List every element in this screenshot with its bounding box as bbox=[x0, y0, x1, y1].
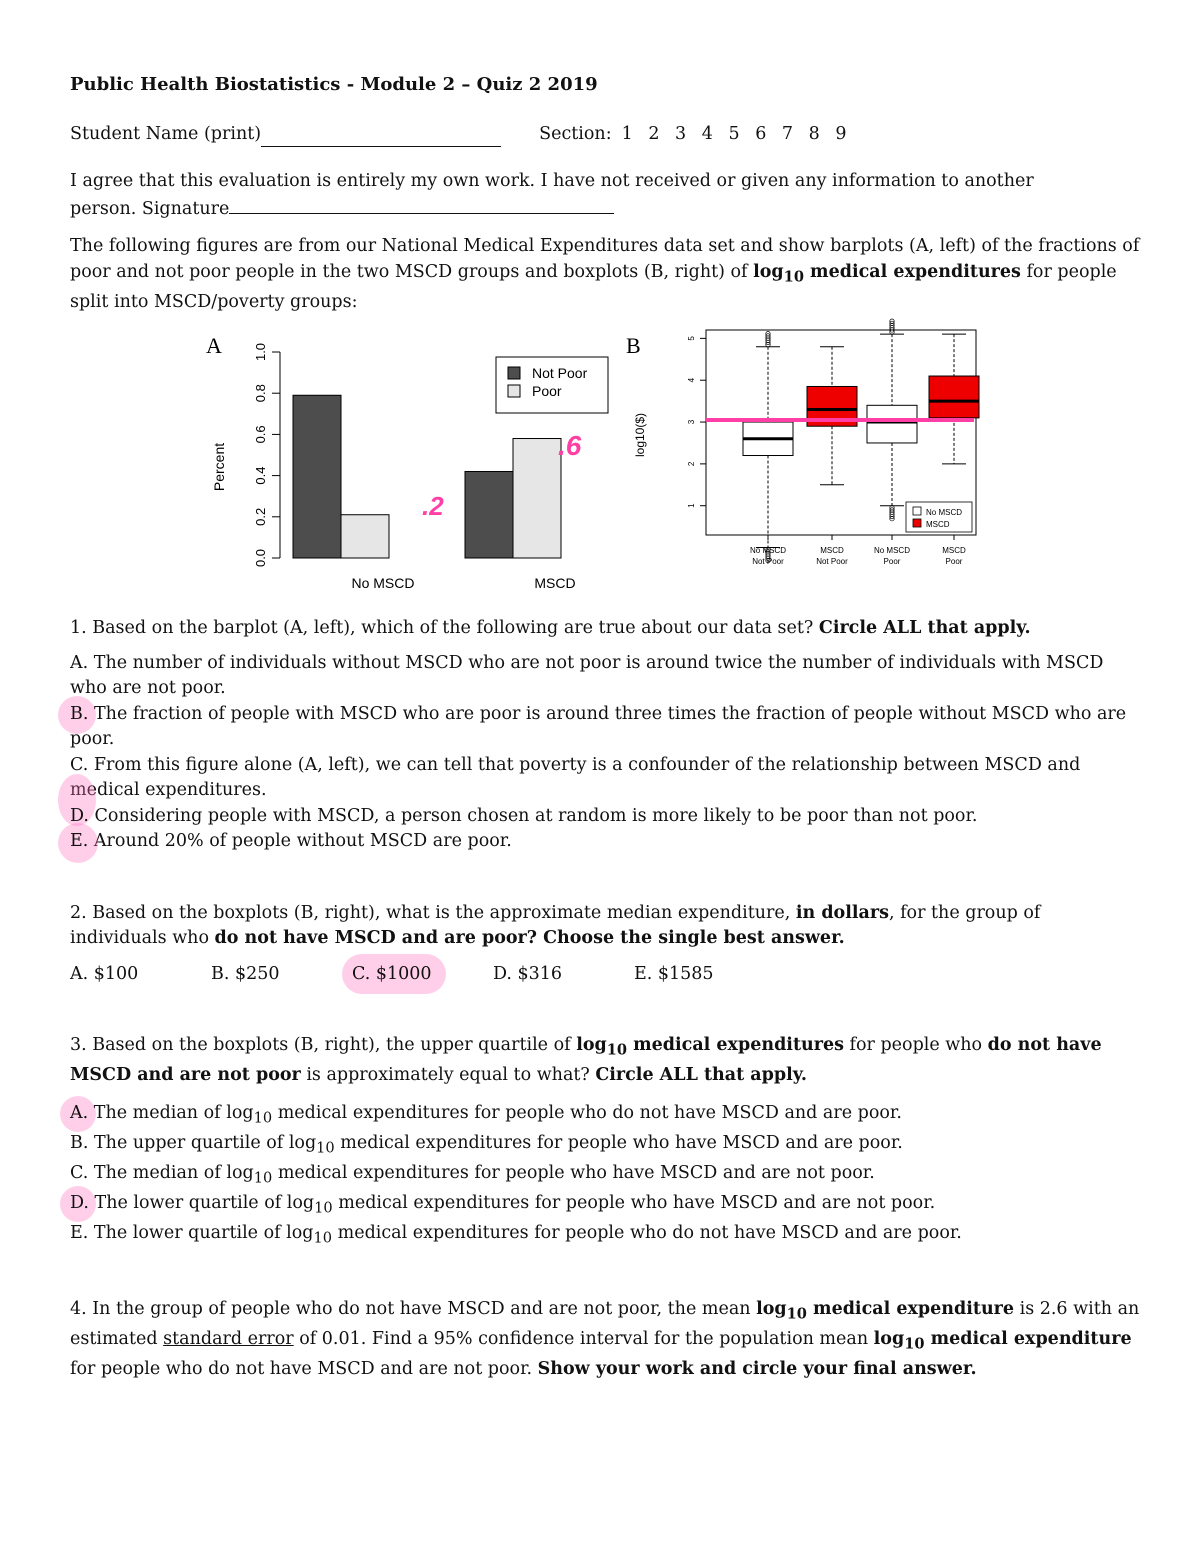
y-tick-label: 0.0 bbox=[253, 548, 268, 568]
option-letter[interactable]: C. bbox=[70, 1162, 89, 1183]
section-numbers bbox=[612, 122, 847, 148]
q1-option-c[interactable] bbox=[70, 753, 1140, 804]
option-sub: 10 bbox=[314, 1199, 333, 1216]
option-text: The median of log bbox=[88, 1102, 254, 1123]
option-text: From this figure alone (A, left), we can tell that poverty is a confounder of the relationship between MSCD and medical expenditures. bbox=[70, 754, 1081, 800]
student-name-blank[interactable] bbox=[261, 128, 501, 147]
q4-text: for people who do not have MSCD and are not poor. bbox=[70, 1358, 538, 1379]
intro-bold-expenditures: medical expenditures bbox=[803, 261, 1021, 282]
x-tick-label: MSCD bbox=[534, 575, 576, 591]
q2-bold: do not have MSCD and are poor? Choose the single best answer. bbox=[214, 928, 845, 948]
option-sub: 10 bbox=[253, 1169, 273, 1186]
q1-option-a[interactable] bbox=[70, 651, 1140, 702]
option-text: The number of individuals without MSCD who are not poor is around twice the number of individuals with MSCD who are not poor. bbox=[70, 652, 1104, 698]
q4-sub: 10 bbox=[786, 1305, 807, 1322]
option-letter: A. bbox=[70, 1102, 89, 1123]
q4-sub: 10 bbox=[904, 1335, 925, 1352]
option-sub: 10 bbox=[316, 1139, 335, 1156]
handwritten-annotation: .2 bbox=[422, 491, 444, 521]
y-tick-label: 1 bbox=[687, 503, 696, 508]
quiz-title: Public Health Biostatistics - Module 2 – Quiz 2 2019 bbox=[70, 74, 598, 95]
bar-not-poor bbox=[465, 471, 513, 558]
q1-option-d[interactable] bbox=[70, 804, 1140, 830]
signature-blank[interactable] bbox=[229, 195, 614, 214]
x-tick-label: MSCD bbox=[942, 546, 966, 555]
option-text: The upper quartile of log bbox=[88, 1132, 317, 1153]
x-tick-label: Poor bbox=[945, 557, 963, 566]
q4-bold: log bbox=[756, 1298, 787, 1319]
q3-text: for people who bbox=[843, 1035, 988, 1055]
legend-label: Not Poor bbox=[532, 365, 588, 381]
bar-poor bbox=[341, 515, 389, 558]
q4-bold: medical expenditure bbox=[924, 1328, 1132, 1349]
y-tick-label: 3 bbox=[687, 419, 696, 425]
bar-not-poor bbox=[293, 395, 341, 558]
intro-text: The following figures are from our National Medical Expenditures data set and show barplots (A, left) of the fractions of poor and not poor people in the two MSCD groups and boxplots (B, right) of bbox=[70, 236, 1140, 282]
section-label: Section: bbox=[539, 123, 612, 144]
option-text: medical expenditures for people who do not have MSCD and are poor. bbox=[332, 1222, 962, 1243]
y-tick-label: 4 bbox=[687, 377, 696, 383]
option-letter[interactable]: A. bbox=[70, 652, 89, 673]
option-letter-circled[interactable] bbox=[70, 702, 88, 728]
q4-bold: Show your work and circle your final answer. bbox=[537, 1358, 977, 1379]
y-ticks bbox=[253, 343, 280, 567]
q3-option-c[interactable] bbox=[70, 1161, 1140, 1191]
option-letter[interactable]: C. bbox=[70, 754, 89, 775]
panel-label-b: B bbox=[626, 333, 641, 358]
q3-bold: medical expenditures bbox=[627, 1035, 844, 1055]
option-letter-circled[interactable] bbox=[70, 1191, 89, 1217]
option-text: Around 20% of people without MSCD are poor. bbox=[88, 831, 512, 851]
y-tick-label: 0.8 bbox=[253, 384, 268, 403]
y-tick-label: 5 bbox=[687, 336, 696, 341]
q4-text: of 0.01. Find a 95% confidence interval for the population mean bbox=[293, 1328, 874, 1349]
q4-underline: standard error bbox=[163, 1328, 294, 1349]
q3-bold: Circle ALL that apply. bbox=[595, 1065, 807, 1085]
legend-swatch bbox=[508, 385, 520, 397]
q3-prompt bbox=[70, 1033, 1140, 1089]
legend-label: No MSCD bbox=[926, 508, 963, 517]
legend-label: Poor bbox=[532, 383, 562, 399]
barplot-a-overlay bbox=[490, 345, 620, 465]
y-axis-label: Percent bbox=[211, 442, 227, 492]
q3-option-b[interactable] bbox=[70, 1131, 1140, 1161]
q2-answer-a[interactable]: A. $100 bbox=[70, 963, 139, 984]
honor-statement bbox=[70, 169, 1140, 222]
q1-prompt bbox=[70, 616, 1140, 642]
x-labels bbox=[351, 575, 575, 591]
option-letter-circled[interactable] bbox=[70, 829, 88, 855]
x-tick-label: MSCD bbox=[820, 546, 844, 555]
q2-answers bbox=[70, 962, 1140, 988]
section-number[interactable]: 7 bbox=[781, 123, 794, 144]
y-tick-label: 0.2 bbox=[253, 507, 268, 526]
signature-label: person. Signature bbox=[70, 198, 230, 219]
q4-text: 4. In the group of people who do not have MSCD and are not poor, the mean bbox=[70, 1298, 757, 1319]
option-letter: E. bbox=[70, 831, 89, 851]
x-tick-label: No MSCD bbox=[351, 575, 415, 591]
section-number[interactable]: 3 bbox=[675, 123, 687, 144]
q2-text: , for the group of individuals who bbox=[70, 902, 1041, 948]
figures-area bbox=[70, 325, 1140, 607]
figure-intro bbox=[70, 234, 1140, 315]
intro-bold-log: log bbox=[753, 261, 784, 282]
boxplot-b bbox=[620, 325, 1040, 585]
panel-label-a: A bbox=[206, 333, 222, 358]
option-letter: D. bbox=[70, 805, 89, 826]
q2-text: 2. Based on the boxplots (B, right), what is the approximate median expenditure, bbox=[70, 902, 796, 923]
option-text: The lower quartile of log bbox=[88, 1222, 314, 1243]
option-text: The fraction of people with MSCD who are poor is around three times the fraction of people without MSCD who are poor. bbox=[70, 703, 1127, 749]
q4-prompt bbox=[70, 1297, 1140, 1383]
section-number[interactable]: 2 bbox=[648, 123, 660, 144]
section-number[interactable]: 4 bbox=[701, 123, 713, 144]
q3-text: 3. Based on the boxplots (B, right), the upper quartile of bbox=[70, 1035, 577, 1055]
q1-options bbox=[70, 651, 1140, 855]
q3-text: is approximately equal to what? bbox=[300, 1065, 596, 1085]
student-info-row bbox=[70, 122, 1140, 148]
option-text: Considering people with MSCD, a person chosen at random is more likely to be poor than not poor. bbox=[88, 805, 978, 826]
option-text: medical expenditures for people who have MSCD and are not poor. bbox=[272, 1162, 875, 1183]
q1-option-e[interactable] bbox=[70, 829, 1140, 855]
q3-option-d[interactable] bbox=[70, 1191, 1140, 1221]
intro-text-end: for people split into MSCD/poverty groups: bbox=[70, 261, 1117, 312]
handwritten-annotation: .6 bbox=[558, 430, 582, 461]
section-number[interactable]: 8 bbox=[808, 123, 820, 144]
legend bbox=[906, 502, 972, 532]
q2-answer-e[interactable]: E. $1585 bbox=[634, 963, 714, 984]
section-number[interactable]: 9 bbox=[835, 123, 847, 144]
q1-prompt-text: 1. Based on the barplot (A, left), which of the following are true about our data set? bbox=[70, 618, 819, 638]
option-text: medical expenditures for people who have MSCD and are not poor. bbox=[332, 1192, 936, 1213]
q3-bold: do not have MSCD and are not poor bbox=[70, 1035, 1102, 1085]
box bbox=[929, 376, 979, 418]
option-letter[interactable]: E. bbox=[70, 1222, 89, 1243]
q3-sub: 10 bbox=[606, 1041, 628, 1059]
section-number[interactable]: 5 bbox=[728, 123, 740, 144]
q4-bold: log bbox=[873, 1328, 905, 1349]
x-tick-label: Not Poor bbox=[752, 557, 784, 566]
q4-bold: medical expenditure bbox=[806, 1298, 1015, 1319]
section-number[interactable]: 6 bbox=[755, 123, 767, 144]
q1-option-b[interactable] bbox=[70, 702, 1140, 753]
y-tick-label: 0.6 bbox=[253, 425, 268, 444]
q2-answer-c-circled[interactable] bbox=[352, 962, 493, 988]
option-text: medical expenditures for people who do not have MSCD and are poor. bbox=[272, 1102, 902, 1123]
q2-answer-c: C. $1000 bbox=[352, 963, 432, 984]
option-letter-circled[interactable] bbox=[70, 1101, 88, 1127]
honor-line-1: I agree that this evaluation is entirely my own work. I have not received or given any information to another bbox=[70, 171, 1034, 191]
q1-prompt-bold: Circle ALL that apply. bbox=[818, 618, 1031, 638]
x-labels bbox=[750, 535, 966, 566]
y-ticks bbox=[687, 336, 706, 508]
quiz-page bbox=[70, 70, 1140, 1382]
q2-bold: in dollars bbox=[795, 902, 889, 923]
legend-label: MSCD bbox=[926, 520, 950, 529]
x-tick-label: No MSCD bbox=[873, 546, 911, 555]
q3-options bbox=[70, 1101, 1140, 1251]
legend-swatch bbox=[913, 519, 921, 527]
y-tick-label: 0.4 bbox=[253, 466, 268, 485]
option-letter: D. bbox=[70, 1192, 89, 1213]
legend-swatch bbox=[913, 507, 921, 515]
x-tick-label: Not Poor bbox=[816, 557, 848, 566]
honor-line-2 bbox=[70, 195, 1140, 223]
option-letter[interactable]: B. bbox=[70, 1132, 89, 1153]
q3-option-a[interactable] bbox=[70, 1101, 1140, 1131]
student-name-label: Student Name (print) bbox=[70, 123, 262, 144]
q2-prompt bbox=[70, 901, 1140, 952]
q2-answer-d[interactable]: D. $316 bbox=[493, 963, 563, 984]
box bbox=[867, 405, 917, 443]
section-number[interactable]: 1 bbox=[621, 123, 633, 144]
legend-swatch bbox=[508, 367, 520, 379]
y-tick-label: 2 bbox=[687, 461, 696, 467]
q3-option-e[interactable] bbox=[70, 1221, 1140, 1251]
intro-sub: 10 bbox=[783, 268, 804, 285]
y-tick-label: 1.0 bbox=[253, 342, 268, 362]
option-text: The lower quartile of log bbox=[88, 1192, 315, 1213]
option-sub: 10 bbox=[313, 1229, 333, 1246]
option-text: medical expenditures for people who have MSCD and are poor. bbox=[334, 1132, 903, 1153]
option-sub: 10 bbox=[253, 1109, 273, 1126]
option-letter: B. bbox=[70, 703, 89, 724]
x-tick-label: No MSCD bbox=[749, 546, 787, 555]
q2-answer-b[interactable]: B. $250 bbox=[211, 963, 280, 984]
x-tick-label: Poor bbox=[883, 557, 901, 566]
q3-bold: log bbox=[576, 1035, 607, 1055]
y-axis-label: log10($) bbox=[633, 412, 647, 458]
q4-text: is 2.6 with an estimated bbox=[70, 1298, 1140, 1349]
option-text: The median of log bbox=[88, 1162, 254, 1183]
